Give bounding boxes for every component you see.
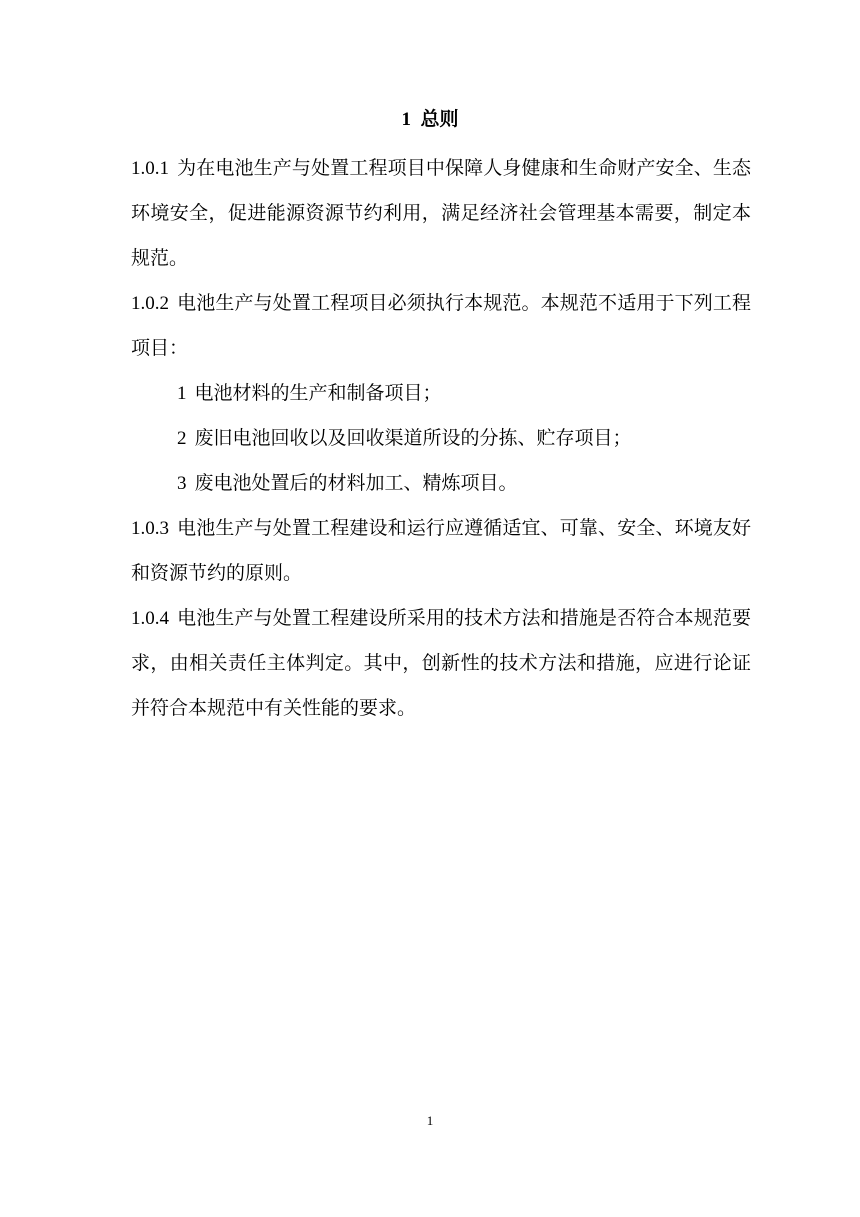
clause-text: 电池生产与处置工程建设所采用的技术方法和措施是否符合本规范要求，由相关责任主体判定。其中，创新性的技术方法和措施，应进行论证并符合本规范中有关性能的要求。 <box>131 608 751 719</box>
list-item-text: 电池材料的生产和制备项目； <box>194 383 442 404</box>
clause-number: 1.0.4 <box>131 608 169 629</box>
clause-number: 1.0.2 <box>131 293 169 314</box>
clause-number: 1.0.3 <box>131 518 169 539</box>
chapter-title: 1 总则 <box>401 109 459 130</box>
page-number: 1 <box>426 1113 434 1128</box>
clause-text: 电池生产与处置工程建设和运行应遵循适宜、可靠、安全、环境友好和资源节约的原则。 <box>131 518 751 584</box>
clause-text: 为在电池生产与处置工程项目中保障人身健康和生命财产安全、生态环境安全，促进能源资源节约利用，满足经济社会管理基本需要，制定本规范。 <box>131 158 751 269</box>
clause-1-0-3 <box>131 506 751 596</box>
chapter-body <box>131 146 751 731</box>
clause-1-0-4 <box>131 596 751 731</box>
clause-text: 电池生产与处置工程项目必须执行本规范。本规范不适用于下列工程项目： <box>131 293 751 359</box>
list-item-text: 废电池处置后的材料加工、精炼项目。 <box>194 473 518 494</box>
clause-number: 1.0.1 <box>131 158 169 179</box>
list-item <box>177 371 751 416</box>
list-item <box>177 416 751 461</box>
list-item-number: 2 <box>177 428 187 449</box>
list-item-number: 3 <box>177 473 187 494</box>
clause-1-0-2 <box>131 281 751 371</box>
list-item <box>177 461 751 506</box>
clause-1-0-1 <box>131 146 751 281</box>
list-item-number: 1 <box>177 383 187 404</box>
list-item-text: 废旧电池回收以及回收渠道所设的分拣、贮存项目； <box>194 428 632 449</box>
